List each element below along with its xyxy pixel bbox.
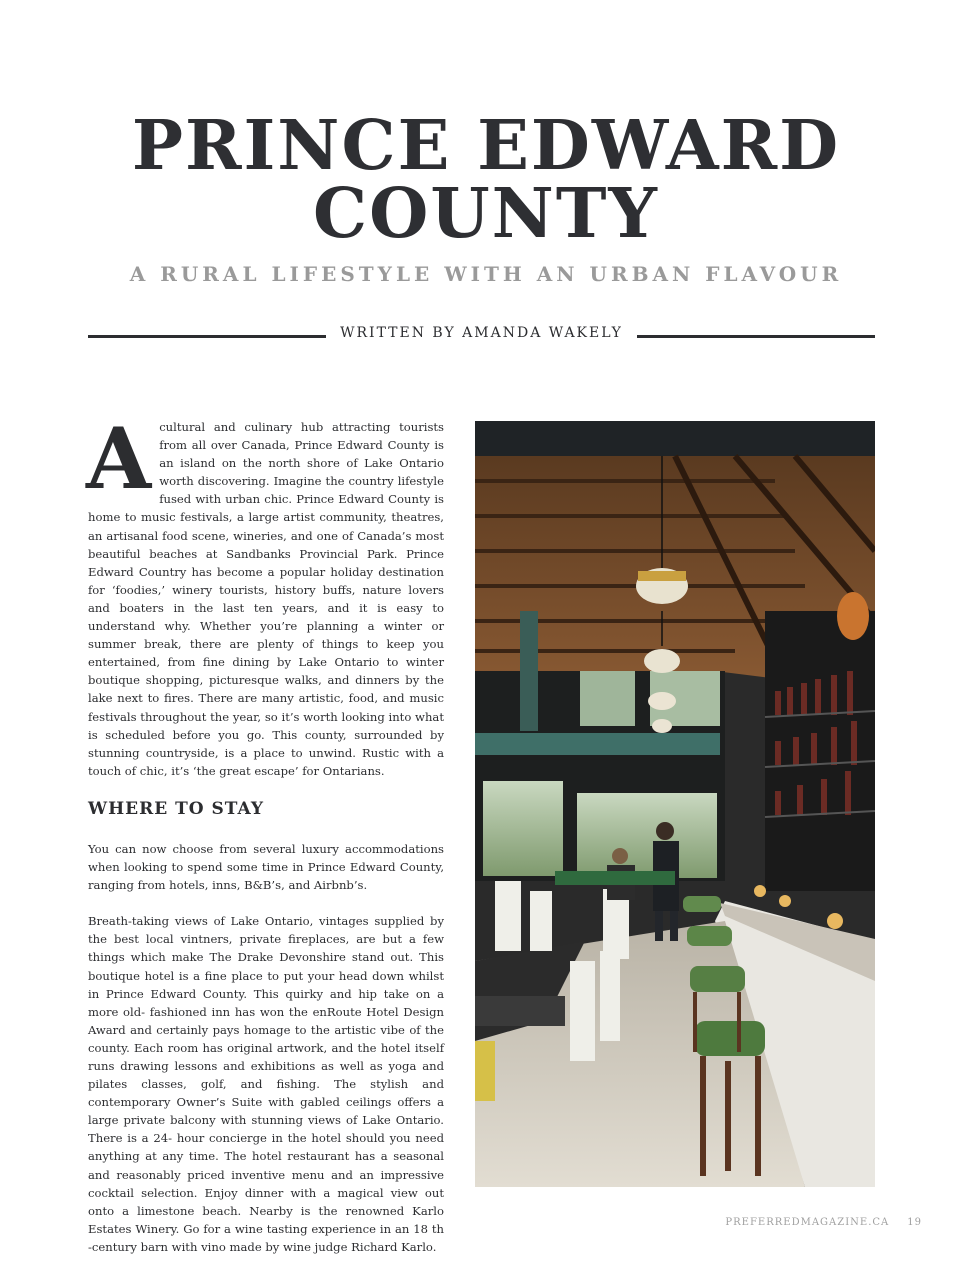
page-number: 19 [907,1217,922,1228]
article-column [86,409,444,1256]
subtitle: A RURAL LIFESTYLE WITH AN URBAN FLAVOUR [129,262,843,286]
restaurant-photo [475,421,875,1187]
paragraph-3: Breath-taking views of Lake Ontario, vintages supplied by the best local vintners, private fireplaces, are but a few things which make The Drake Devonshire stand out. This boutique hotel is a fine place to put your head down whilst in Prince Edward County. This quirky and hip take on a more old- fashioned inn has won the enRoute Hotel Design Award and certainly pays homage to the artistic vibe of the county. Each room has original artwork, and the hotel itself runs drawing lessons and exhibitions as well as yoga and pilates classes, golf, and fishing. The stylish and contemporary Owner’s Suite with gabled ceilings offers a large private balcony with stunning views of Lake Ontario. There is a 24- hour concierge in the hotel should you need anything at any time. The hotel restaurant has a seasonal and reasonably priced inventive menu and an impressive cocktail selection. Enjoy dinner with a magical view out onto a limestone beach. Nearby is the renowned Karlo Estates Winery. Go for a wine tasting experience in an 18 th -century barn with vino made by wine judge Richard Karlo. [88,914,444,1254]
byline: WRITTEN BY AMANDA WAKELY [340,325,623,341]
left-divider [88,335,326,338]
section-heading: WHERE TO STAY [88,798,264,819]
right-divider [637,335,875,338]
paragraph-2: You can now choose from several luxury accommodations when looking to spend some time in Prince Edward County, ranging from hotels, inns, B&B’s, and Airbnb’s. [88,841,444,893]
intro-text: cultural and culinary hub attracting tourists from all over Canada, Prince Edward County is an island on the north shore of Lake Ontario worth discovering. Imagine the country lifestyle fused with urban chic. Prince Edward County is home to music festivals, a large artist community, theatres, an artisanal food scene, wineries, and one of Canada’s most beautiful beaches at Sandbanks Provincial Park. Prince Edward Country has become a popular holiday destination for ‘foodies,’ winery tourists, history buffs, nature lovers and boaters in the last ten years, and it is easy to understand why. Whether you’re planning a winter or summer break, there are plenty of things to keep you entertained, from fine dining by Lake Ontario to winter boutique shopping, picturesque walks, and dinners by the lake next to fires. There are many artistic, food, and music festivals throughout the year, so it’s worth looking into what is scheduled before you go. This county, surrounded by stunning countryside, is a place to unwind. Rustic with a touch of chic, it’s ‘the great escape’ for Ontarians. [88,420,444,778]
page-footer [707,1217,922,1228]
page-title-line-1: PRINCE EDWARD [131,106,841,186]
page-title-line-2: COUNTY [313,174,659,254]
byline-row [88,322,875,352]
drop-cap: A [86,409,152,508]
intro-paragraph [86,409,444,780]
footer-site: PREFERREDMAGAZINE.CA [725,1217,890,1228]
